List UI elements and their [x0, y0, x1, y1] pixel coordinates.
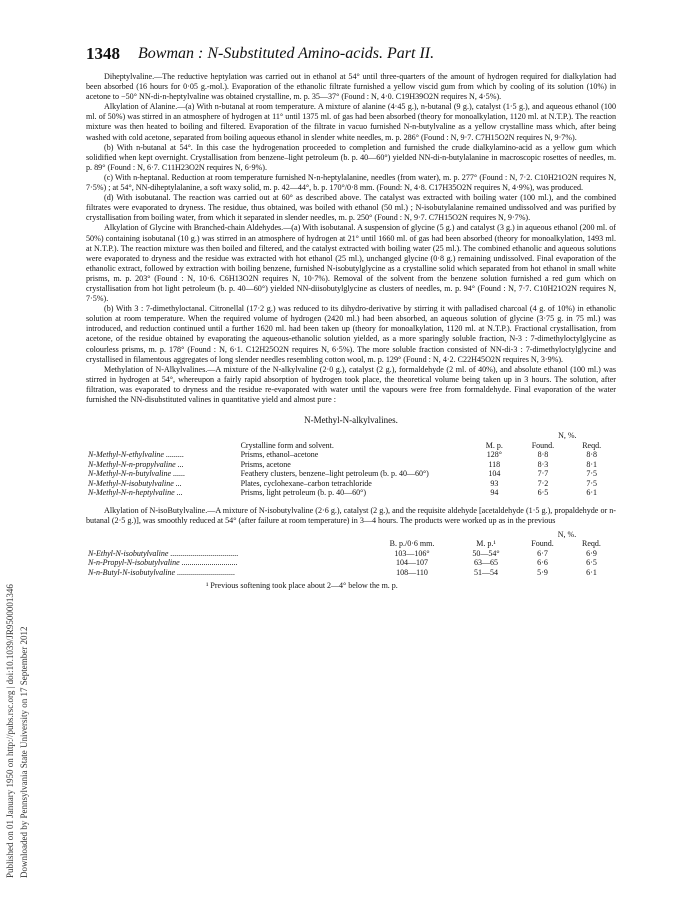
table1-n-label: N, %.: [558, 431, 577, 441]
table-cell: 104: [488, 469, 501, 479]
paragraph-alanine-b: (b) With n-butanal at 54°. In this case the hydrogenation proceeded to completion and furnished the crude dialkylamino-acid as a yellow gum which solidified when kept overnight. Crystallisation from benzene–light petroleum (b. p. 40—60°) yielded NN-di-n-butylalanine in macroscopic rosettes of needles, m. p. 89° (Found : N, 6·7. C11H23O2N requires N, 6·9%).: [86, 142, 616, 172]
table-cell: 104—107: [396, 558, 428, 568]
table-cell: 50—54°: [472, 548, 500, 558]
table-cell: Feathery clusters, benzene–light petroleum (b. p. 40—60°): [240, 469, 429, 479]
table-cell: 8·3: [537, 459, 549, 469]
table1-header-cell: [86, 441, 239, 451]
table-cell: 7·7: [537, 469, 549, 479]
table-cell: 8·8: [537, 450, 549, 460]
table-cell: 108—110: [396, 567, 428, 577]
table-cell: N-n-Butyl-N-isobutylvaline .............................: [88, 567, 236, 577]
table-cell: 128°: [486, 450, 502, 460]
table-cell: N-Methyl-N-isobutylvaline ...: [88, 478, 182, 488]
table-row: [86, 450, 616, 460]
published-side-note: Published on 01 January 1950 on http://pubs.rsc.org | doi:10.1039/JR9500001346: [5, 584, 15, 878]
table-cell: N-Methyl-N-n-propylvaline ...: [88, 459, 184, 469]
running-head: Bowman : N-Substituted Amino-acids. Part II.: [138, 45, 435, 62]
paragraph-glycine-b: (b) With 3 : 7-dimethyloctanal. Citronellal (17·2 g.) was reduced to its dihydro-derivative by stirring it with palladised charcoal (4 g. of 10%) in ethanolic solution at room temperature. When the required volume of hydrogen (2420 ml.) had been absorbed, an aqueous solution of glycine (3·75 g. in 75 ml.) was introduced, and reduction continued until a further 1620 ml. had been taken up (theory for monoalkylation, 1120 ml. at N.T.P.). Fractional crystallisation, from acetone, of the residue obtained by evaporating the aqueous-ethanolic solution yielded, as a more sparingly soluble fraction, N-3 : 7-dimethyloctylglycine as colourless prisms, m. p. 178° (Found : N, 6·1. C12H25O2N requires N, 6·5%). The more soluble fraction consisted of NN-di-3 : 7-dimethyloctylglycine and crystallised in filamentous aggregates of long slender needles resembling cotton wool, m. p. 129° (Found : N, 4·2. C22H45O2N requires N, 3·9%).: [86, 304, 616, 364]
table-cell: 6·7: [537, 548, 548, 558]
table1-header-cell: Found.: [531, 440, 555, 450]
table-cell: 5·9: [537, 567, 548, 577]
table-cell: 118: [488, 459, 501, 469]
table1-header-row: [86, 441, 616, 451]
table-cell: N-Ethyl-N-isobutylvaline ..................................: [88, 548, 239, 558]
table2-header-cell: Found.: [531, 539, 554, 549]
table-cell: N-Methyl-N-ethylvaline .........: [88, 450, 184, 460]
article-body: [86, 72, 616, 591]
table1-header-cell: Crystalline form and solvent.: [240, 440, 334, 450]
downloaded-side-note: Downloaded by Pennsylvania State University on 17 September 2012: [19, 626, 29, 878]
paragraph-glycine-a: Alkylation of Glycine with Branched-chain Aldehydes.—(a) With isobutanal. A suspension of glycine (5 g.) and catalyst (3 g.) in aqueous ethanol (200 ml. of 50%) containing isobutanal (10 g.) was stirred in an atmosphere of hydrogen at 21° until 1660 ml. of gas had been absorbed (theory for monoalkylation, 1493 ml. at N.T.P.). The reaction mixture was then boiled and filtered, and the catalyst extracted with boiling water (25 ml.). The combined ethanolic and aqueous solutions were evaporated to dryness and the residue was extracted with hot ethanol (25 ml.), unchanged glycine (0·8 g.) remaining undissolved. Final evaporation of the ethanolic extract, followed by extraction with boiling benzene, furnished N-isobutylglycine as a crystalline solid which separated from hot ethanol in small white prisms, m. p. 203° (Found : N, 10·6. C6H13O2N requires N, 10·7%). Removal of the solvent from the benzene solution furnished a red gum which on crystallisation from hot light petroleum (b. p. 40—60°) yielded NN-diisobutylglycine as clusters of needles, m. p. 94° (Found : N, 7·7. C10H21O2N requires N, 7·5%).: [86, 223, 616, 304]
table-cell: Prisms, ethanol–acetone: [240, 450, 319, 460]
table-cell: 51—54: [474, 567, 498, 577]
table-cell: 103—106°: [394, 548, 430, 558]
paragraph-methylation: Methylation of N-Alkylvalines.—A mixture of the N-alkylvaline (2·0 g.), catalyst (2 g.), formaldehyde (2 ml. of 40%), and absolute ethanol (100 ml.) was stirred in hydrogen at 54°, whereupon a fairly rapid absorption of hydrogen took place, the theoretical volume being taken up in 3 hours. The solution, after filtration, was evaporated to dryness and the residue re-evaporated with water until the vapours were free from formaldehyde. Final evaporation of the water furnished the NN-disubstituted valines in quantitative yield and almost pure :: [86, 364, 616, 404]
table1-title: N-Methyl-N-alkylvalines.: [304, 415, 398, 426]
table1-header-cell: Reqd.: [582, 440, 602, 450]
table-cell: 7·5: [586, 478, 597, 488]
table-cell: N-Methyl-N-n-heptylvaline ...: [88, 488, 183, 498]
table-cell: 63—65: [474, 558, 498, 568]
table-cell: N-n-Propyl-N-isobutylvaline ............................: [88, 558, 238, 568]
table1-header-cell: M. p.: [485, 440, 503, 450]
table-row: [86, 469, 616, 479]
table-row: [86, 549, 616, 559]
table2-header-cell: Reqd.: [582, 539, 601, 549]
table2-header-cell: M. p.¹: [476, 539, 496, 549]
table-row: [86, 558, 616, 568]
paragraph-alanine-d: (d) With isobutanal. The reaction was carried out at 60° as described above. The catalyst was extracted with boiling water (100 ml.), and the combined filtrates were evaporated to dryness. The residue, thus obtained, was boiled with ethanol (50 ml.) ; N-isobutylalanine remained undissolved and was purified by crystallisation from boiling water, from which it separated in slender needles, m. p. 250° (Found : N, 9·7. C7H15O2N requires N, 9·7%).: [86, 193, 616, 223]
footnote: ¹ Previous softening took place about 2—4° below the m. p.: [206, 581, 398, 591]
table-cell: N-Methyl-N-n-butylvaline ......: [88, 469, 186, 479]
table-cell: 7·5: [586, 469, 597, 479]
table-cell: 7·2: [537, 478, 549, 488]
paragraph-alanine-a: Alkylation of Alanine.—(a) With n-butanal at room temperature. A mixture of alanine (4·45 g.), n-butanal (9 g.), catalyst (1·5 g.), and aqueous ethanol (100 ml. of 50%) was stirred in an atmosphere of hydrogen at 11° until 1375 ml. of gas had been absorbed (theory for monoalkylation, 1120 ml. at N.T.P.). The reaction mixture was then heated to boiling and filtered. Evaporation of the filtrate in vacuo furnished N-n-butylvaline as a yellow crystalline mass which, after being washed with cold acetone, separated from boiling aqueous ethanol in slender white needles, m. p. 286° (Found : N, 9·7. C7H15O2N requires N, 9·7%).: [86, 102, 616, 142]
page-number: 1348: [86, 44, 120, 63]
table1: [86, 431, 616, 498]
table2-n-label: N, %.: [557, 529, 577, 539]
table-cell: 6·9: [586, 548, 597, 558]
table-cell: 6·1: [586, 567, 597, 577]
page-header: [86, 44, 616, 68]
table-cell: 93: [490, 478, 499, 488]
table-row: [86, 568, 616, 578]
table-cell: 6·5: [537, 488, 549, 498]
table2-header-cell: [86, 539, 370, 549]
table2: [86, 530, 616, 578]
table-row: [86, 460, 616, 470]
table-cell: 8·1: [586, 459, 597, 469]
paragraph-alanine-c: (c) With n-heptanal. Reduction at room temperature furnished N-n-heptylalanine, needles (from water), m. p. 277° (Found : N, 7·2. C10H21O2N requires N, 7·5%) ; at 54°, NN-diheptylalanine, a soft waxy solid, m. p. 42—44°, b. p. 170°/0·8 mm. (Found: N, 4·8. C17H35O2N requires N, 4·9%), was produced.: [86, 172, 616, 193]
table-cell: 6·6: [537, 558, 548, 568]
table-cell: Prisms, acetone: [240, 459, 291, 469]
table-cell: 6·1: [586, 488, 597, 498]
table2-header-cell: B. p./0·6 mm.: [389, 539, 435, 549]
table-row: [86, 488, 616, 498]
paragraph-diheptylvaline: Diheptylvaline.—The reductive heptylation was carried out in ethanol at 54° until three-quarters of the amount of hydrogen required for dialkylation had been absorbed (16 hours for 0·05 g.-mol.). Evaporation of the ethanolic filtrate furnished a yellow viscid gum from which by cooling of its solution (10%) in acetone to −50° NN-di-n-heptylvaline was obtained crystalline, m. p. 35—37° (Found : N, 4·0. C19H39O2N requires N, 4·5%).: [86, 72, 616, 102]
table-cell: Plates, cyclohexane–carbon tetrachloride: [240, 478, 372, 488]
paragraph-isobutylvaline: Alkylation of N-isoButylvaline.—A mixture of N-isobutylvaline (2·6 g.), catalyst (2 g.), and the requisite aldehyde [acetaldehyde (1·5 g.), propaldehyde or n-butanal (2·5 g.)], was smoothly reduced at 54° (after failure at room temperature) in 3—4 hours. The products were worked up as in the previous: [86, 505, 616, 525]
table-cell: 94: [490, 488, 499, 498]
table2-header-row: [86, 539, 616, 549]
table-cell: Prisms, light petroleum (b. p. 40—60°): [240, 488, 366, 498]
table-cell: 8·8: [586, 450, 597, 460]
table-row: [86, 479, 616, 489]
table-cell: 6·5: [586, 558, 597, 568]
